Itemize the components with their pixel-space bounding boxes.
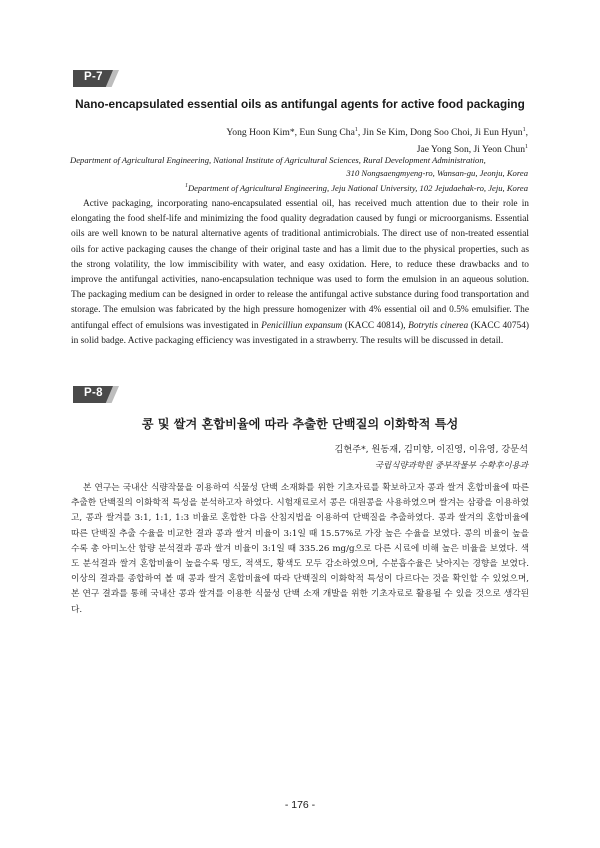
p7-affiliations: Department of Agricultural Engineering, National Institute of Agricultural Sciences, Rural Development Administration, 310 Nongsaengmyeng-ro, Wansan-gu, Jeonju, Korea $^1$Department of Agricultural Engineering, Jeju National University, 102 Jejudaehak-ro, Jeju, Korea [70,155,528,193]
p7-label: P-7 [84,71,103,83]
p8-label-tag [73,386,119,403]
p7-label-tag [73,70,119,87]
p7-title: Nano-encapsulated essential oils as antifungal agents for active food packaging [75,97,525,111]
p7-authors: Yong Hoon Kim*, Eun Sung Cha$^1$, Jin Se Kim, Dong Soo Choi, Ji Eun Hyun$^1$, Jae Yong Son, Ji Yeon Chun$^1$ [226,127,528,156]
p8-authors: 김현주*, 원동재, 김미향, 이진영, 이유영, 강문석 [334,444,528,455]
p8-label: P-8 [84,387,103,399]
p8-abstract: 본 연구는 국내산 식량작물을 이용하여 식물성 단백 소재화를 위한 기초자료를 확보하고자 콩과 쌀겨 혼합비율에 따른 추출한 단백질의 이화학적 특성을 분석하고자 하였다. 시험재료로서 콩은 대원콩을 사용하였으며 쌀겨는 삼광을 이용하였고, 콩과 쌀겨를 3:1, 1:1, 1:3 비율로 혼합한 다음 산침지법을 이용하여 단백질을 추출하였다. 콩과 쌀겨의 혼합비율에 따른 단백질 추출 수율을 비교한 결과 콩과 쌀겨 비율이 3:1일 때 15.57%로 가장 높은 수율을 보였다. 콩의 비율이 높을수록 총 아미노산 함량 분석결과 콩과 쌀겨 비율이 3:1일 때 335.26 mg/g으로 다른 시료에 비해 높은 비율을 보였다. 색도 분석결과 쌀겨 혼합비율이 높을수록 명도, 적색도, 황색도 모두 감소하였으며, 수분흡수율은 낮아지는 경향을 보였다. 이상의 결과를 종합하여 볼 때 콩과 쌀겨 혼합비율에 따라 단백질의 이화학적 특성이 다르다는 것을 확인할 수 있었으며, 본 연구 결과를 통해 국내산 콩과 쌀겨를 이용한 식물성 단백 소재 개발을 위한 기초자료로 활용될 수 있을 것으로 생각된다. [71,483,529,615]
p8-affiliation: 국립식량과학원 중부작물부 수확후이용과 [374,461,528,471]
page-number: - 176 - [284,799,316,811]
p8-title: 콩 및 쌀겨 혼합비율에 따라 추출한 단백질의 이화학적 특성 [141,417,459,431]
p7-abstract: Active packaging, incorporating nano-encapsulated essential oil, has received much attention due to their role in elongating the food shelf‐life and minimizing the food quality degradation caused by fungi or microorganisms. Essential oils are well known to be natural alternative agents of traditional antimicrobials. The direct use of non-treated essential oils for active packaging causes the change of their original taste and has a limit due to the physical properties, such as the strong volatility, the low immiscibility with water, and easy oxidation. Here, to reduce these drawbacks and to improve the antifungal activities, nano-encapsulation technique was used to form the emulsion in an aqueous solution. The packaging medium can be designed in order to release the antifungal active substance during food transportation and storage. The emulsion was fabricated by the high pressure homogenizer with 4% essential oil and 0.5% emulsifier. The antifungal effect of emulsions was investigated in Penicilliun expansum (KACC 40814), Botrytis cinerea (KACC 40754) in solid badge. Active packaging efficiency was investigated in a strawberry. The results will be discussed in detail. [71,199,529,346]
